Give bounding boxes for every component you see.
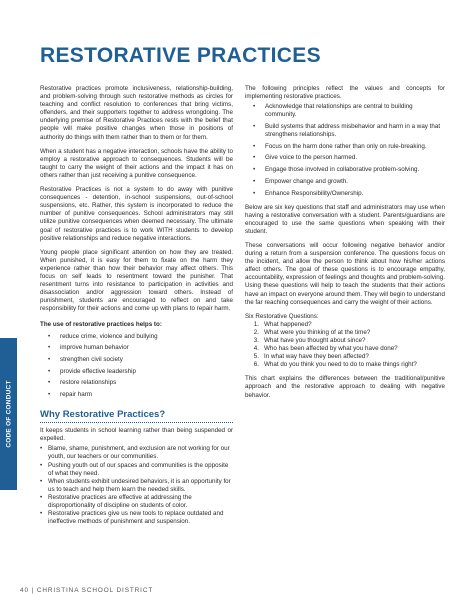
list-item: 3. What have you thought about since?: [253, 337, 366, 344]
list-item: 1. What happened?: [253, 320, 312, 328]
list-item: • improve human behavior: [40, 344, 233, 352]
chart-explanation-paragraph: This chart explains the differences between the traditional/punitive approach and the restorative approach to dealing with negative behavior.: [245, 375, 445, 399]
list-item: • Pushing youth out of our spaces and communities is the opposite of what they need.: [40, 462, 233, 478]
list-item: • Restorative practices give us new tools to replace outdated and ineffective methods of punishment and suspension.: [40, 510, 233, 526]
left-column: [40, 85, 233, 532]
page-footer: 40 | CHRISTINA SCHOOL DISTRICT: [20, 587, 154, 594]
use-list: [40, 333, 233, 400]
list-item: • reduce crime, violence and bullying: [40, 333, 233, 341]
section-side-label: CODE OF CONDUCT: [5, 380, 12, 448]
list-item: 2. What were you thinking of at the time?: [253, 328, 371, 336]
list-item: • strengthen civil society: [40, 356, 233, 364]
list-item: • Blame, shame, punishment, and exclusion are not working for our youth, our teachers or our communities.: [40, 445, 233, 461]
list-item: • Enhance Responsibility/Ownership.: [245, 190, 445, 198]
negative-interaction-paragraph: When a student has a negative interaction, schools have the ability to employ a restorative approach to consequences. Students will be taught to carry the weight of their actions and the impact it has on others rather than just receiving a punitive consequence.: [40, 147, 233, 179]
use-heading: The use of restorative practices helps to:: [40, 321, 162, 329]
list-item: 5. In what way have they been affected?: [253, 353, 369, 361]
list-item: • repair harm: [40, 391, 233, 399]
list-item: • Build systems that address misbehavior and harm in a way that strengthens relationships.: [245, 123, 445, 139]
list-item: • Focus on the harm done rather than only on rule-breaking.: [245, 143, 445, 151]
page-title: RESTORATIVE PRACTICES: [40, 44, 321, 67]
right-column: [245, 85, 445, 406]
why-heading: Why Restorative Practices?: [40, 411, 233, 423]
conversations-paragraph: These conversations will occur following negative behavior and/or during a return from a suspension conference. The questions focus on the incident, and allow the person to think about how his/her actions affect others. The goal of these questions is to encourage empathy, accountability, expression of feelings and thoughts and problem-solving. Using these questions will help to teach the students that their actions have an impact on everyone around them. They will begin to understand the far reaching consequences and carry the weight of their actions.: [245, 241, 446, 306]
young-people-paragraph: Young people place significant attention on how they are treated. When punished, it is easy for them to fixate on the harm they experience rather than how their behavior may affect others. This focus on self leads to resentment toward the punisher. That resentment turns into resistance to participation in activities and disassociation and/or aggression toward others. Instead of punishment, students are encouraged to reflect on and take responsibility for their actions and come up with plans to repair harm.: [40, 248, 233, 313]
key-questions-paragraph: Below are six key questions that staff and administrators may use when having a restorative conversation with a student. Parents/guardians are encouraged to use the same questions when speaking with their student.: [245, 203, 445, 235]
intro-paragraph: Restorative practices promote inclusiveness, relationship-building, and problem-solving through such restorative methods as circles for teaching and conflict resolution to conferences that bring victims, offenders, and their supporters together to address wrongdoing. The underlying premise of Restorative Practices rests with the belief that people will make positive changes when those in positions of authority do things with them rather than to them or for them.: [40, 85, 233, 141]
list-item: • When students exhibit undesired behaviors, it is an opportunity for us to teach and help them learn the needed skills.: [40, 478, 233, 494]
list-item: • Engage those involved in collaborative problem-solving.: [245, 166, 445, 174]
list-item: • Acknowledge that relationships are central to building community.: [245, 103, 445, 119]
questions-heading: Six Restorative Questions:: [245, 312, 319, 320]
questions-list: [245, 321, 445, 370]
list-item: • Empower change and growth.: [245, 178, 445, 186]
why-list: [40, 445, 233, 526]
list-item: 4. Who has been affected by what you have done?: [253, 345, 398, 353]
list-item: • restore relationships: [40, 379, 233, 387]
why-intro: It keeps students in school learning rather than being suspended or expelled.: [40, 427, 233, 443]
principles-list: [245, 103, 445, 197]
list-item: • Give voice to the person harmed.: [245, 154, 445, 162]
list-item: • Restorative practices are effective at addressing the disproportionality of discipline on students of color.: [40, 494, 233, 510]
principles-intro: The following principles reflect the values and concepts for implementing restorative practices.: [245, 85, 445, 101]
punitive-consequences-paragraph: Restorative Practices is not a system to do away with punitive consequences - detention, in-school suspensions, out-of-school suspensions, etc. Rather, this system is incorporated to reduce the number of punitive consequences. School administrators may still utilize punitive consequences when deemed necessary. The ultimate goal of restorative practices is to work WITH students to develop positive relationships and reduce negative interactions.: [40, 186, 233, 242]
list-item: • provide effective leadership: [40, 368, 233, 376]
list-item: 6. What do you think you need to do to make things right?: [253, 361, 417, 369]
